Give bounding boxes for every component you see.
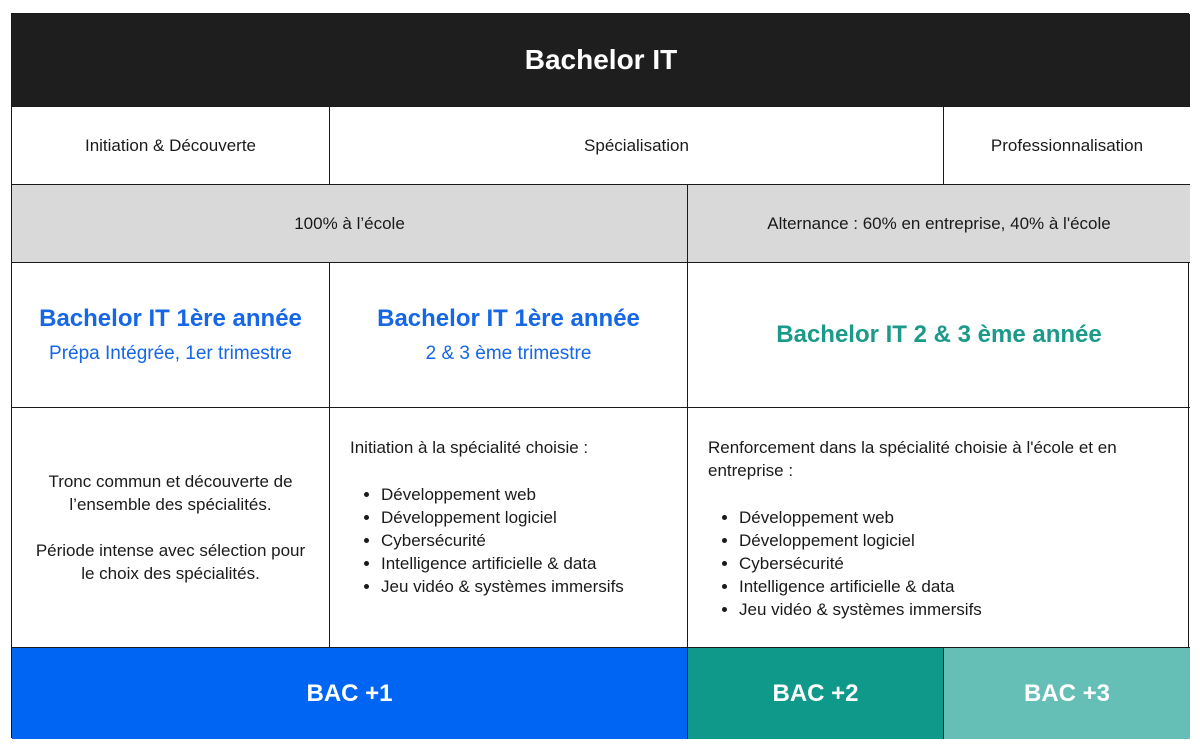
year-1-prepa <box>12 263 330 408</box>
bachelor-table <box>11 13 1189 738</box>
list-item: • Développement web <box>739 506 982 529</box>
list-item: • Jeu vidéo & systèmes immersifs <box>381 575 624 598</box>
year-1-trimesters <box>330 263 688 408</box>
list-item: • Développement logiciel <box>739 529 982 552</box>
list-item: • Développement web <box>381 483 624 506</box>
content-paragraph: Tronc commun et découverte de l’ensemble des spécialités. <box>48 472 293 514</box>
year-title: Bachelor IT 1ère année <box>39 305 302 332</box>
content-intro: Renforcement dans la spécialité choisie à l'école et en entreprise : <box>708 438 1117 480</box>
table-title: Bachelor IT <box>12 14 1190 107</box>
content-specialisation <box>330 408 688 648</box>
list-item: • Intelligence artificielle & data <box>381 552 624 575</box>
list-item: • Développement logiciel <box>381 506 624 529</box>
phase-initiation: Initiation & Découverte <box>12 107 330 185</box>
level-bac-1: BAC +1 <box>12 648 688 739</box>
year-2-3 <box>688 263 1190 408</box>
year-subtitle: Prépa Intégrée, 1er trimestre <box>49 343 292 364</box>
content-paragraph: Période intense avec sélection pour le choix des spécialités. <box>35 541 306 583</box>
level-bac-2: BAC +2 <box>688 648 944 739</box>
list-item: • Jeu vidéo & systèmes immersifs <box>739 598 982 621</box>
list-item: • Intelligence artificielle & data <box>739 575 982 598</box>
speciality-list <box>739 506 982 621</box>
mode-school: 100% à l’école <box>12 185 688 263</box>
mode-alternance: Alternance : 60% en entreprise, 40% à l'école <box>688 185 1190 263</box>
year-title: Bachelor IT 2 & 3 ème année <box>776 321 1102 348</box>
list-item: • Cybersécurité <box>739 552 982 575</box>
list-item: • Cybersécurité <box>381 529 624 552</box>
year-subtitle: 2 & 3 ème trimestre <box>425 343 592 364</box>
year-title: Bachelor IT 1ère année <box>377 305 640 332</box>
speciality-list <box>381 483 624 598</box>
phase-professionnalisation: Professionnalisation <box>944 107 1190 185</box>
content-professionnalisation <box>688 408 1190 648</box>
content-intro: Initiation à la spécialité choisie : <box>350 438 589 457</box>
phase-specialisation: Spécialisation <box>330 107 944 185</box>
level-bac-3: BAC +3 <box>944 648 1190 739</box>
content-common-core <box>12 408 330 648</box>
